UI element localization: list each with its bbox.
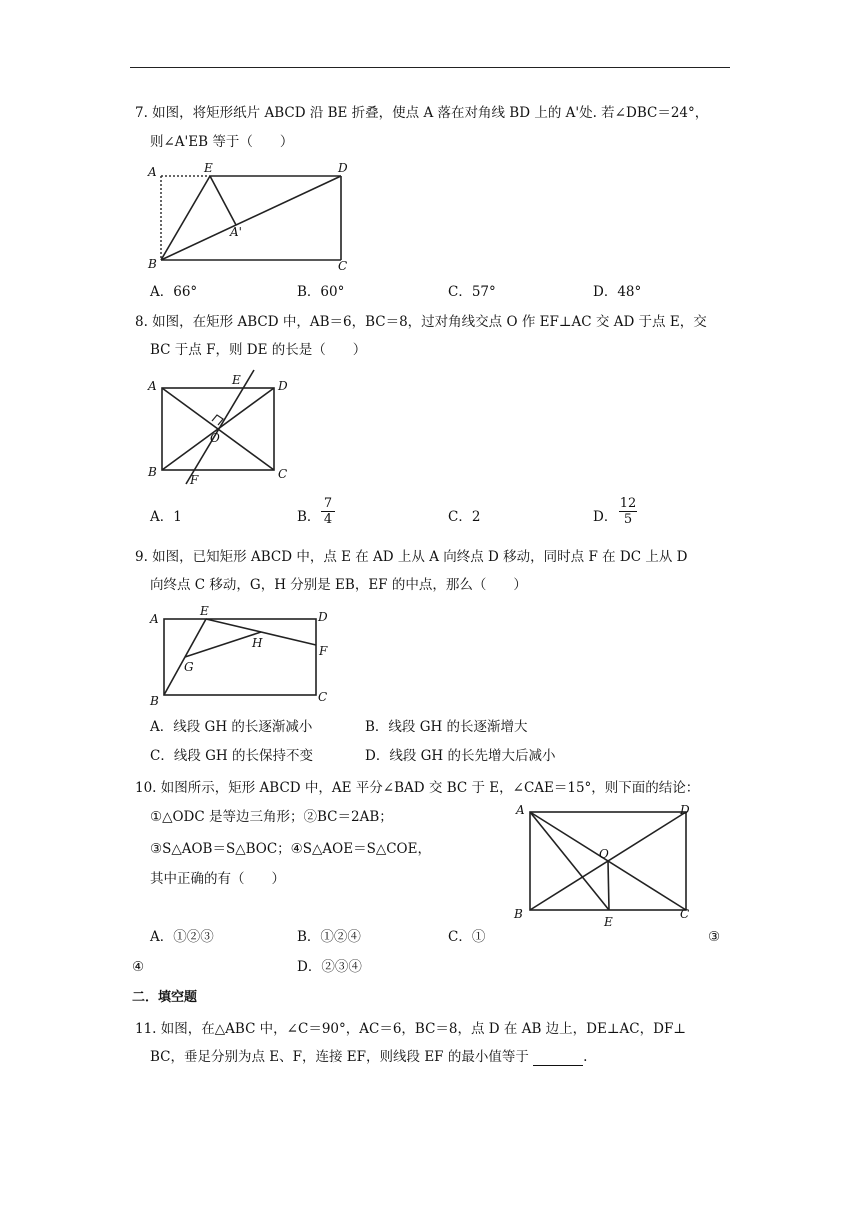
q9-label-D: D bbox=[318, 610, 328, 624]
q10-text-line2: ①△ODC 是等边三角形；②BC＝2AB； bbox=[150, 809, 393, 825]
q8-option-d-fraction bbox=[619, 497, 637, 526]
q8-option-d[interactable] bbox=[593, 508, 617, 526]
q10-option-c-part3: ④ bbox=[132, 959, 145, 975]
q8-option-a[interactable]: A．1 bbox=[150, 509, 182, 525]
q9-option-a[interactable]: A．线段 GH 的长逐渐减小 bbox=[150, 719, 313, 735]
q7-option-a[interactable]: A．66° bbox=[150, 284, 198, 300]
q10-label-O: O bbox=[599, 847, 609, 861]
q8-option-b-fraction bbox=[321, 497, 335, 526]
q9-figure bbox=[140, 601, 340, 709]
q8-option-c[interactable]: C．2 bbox=[448, 509, 481, 525]
q9-label-F: F bbox=[319, 644, 328, 658]
q7-figure bbox=[140, 158, 370, 276]
q9-label-C: C bbox=[318, 690, 328, 704]
q8-text-line2: BC 于点 F，则 DE 的长是（ ） bbox=[150, 342, 367, 358]
q8-label-F: F bbox=[190, 473, 199, 487]
section-title-fill-in: 二．填空题 bbox=[132, 990, 198, 1005]
q8-option-b[interactable] bbox=[297, 508, 320, 526]
q8-option-d-denominator: 5 bbox=[623, 512, 633, 527]
q7-option-c[interactable]: C．57° bbox=[448, 284, 496, 300]
q8-option-b-prefix: B． bbox=[297, 509, 321, 525]
q11-text-line2-body: BC，垂足分别为点 E、F，连接 EF，则线段 EF 的最小值等于 bbox=[150, 1049, 529, 1065]
q9-label-H: H bbox=[252, 636, 263, 650]
q7-label-C: C bbox=[338, 259, 348, 273]
q10-label-B: B bbox=[514, 907, 523, 921]
q10-label-D: D bbox=[680, 803, 690, 817]
q8-text-line1: 8. 如图，在矩形 ABCD 中，AB＝6，BC＝8，过对角线交点 O 作 EF⊥AC 交 AD 于点 E，交 bbox=[135, 314, 707, 330]
q8-label-E: E bbox=[232, 373, 241, 387]
q8-label-B: B bbox=[148, 465, 157, 479]
q10-option-d[interactable]: D．②③④ bbox=[297, 959, 362, 975]
q8-label-C: C bbox=[278, 467, 288, 481]
q8-option-d-numerator: 12 bbox=[619, 496, 637, 511]
q8-label-O: O bbox=[210, 431, 220, 445]
q10-option-c-part2: ③ bbox=[708, 929, 721, 945]
q9-option-d[interactable]: D．线段 GH 的长先增大后减小 bbox=[365, 748, 556, 764]
q7-option-d[interactable]: D．48° bbox=[593, 284, 642, 300]
q7-text-line1: 7. 如图，将矩形纸片 ABCD 沿 BE 折叠，使点 A 落在对角线 BD 上的 A'处. 若∠DBC＝24°， bbox=[135, 105, 709, 121]
q9-label-E: E bbox=[200, 604, 209, 618]
q9-text-line2: 向终点 C 移动，G，H 分别是 EB，EF 的中点，那么（ ） bbox=[150, 577, 527, 593]
q10-option-b[interactable]: B．①②④ bbox=[297, 929, 361, 945]
q7-label-D: D bbox=[338, 161, 348, 175]
q10-option-a[interactable]: A．①②③ bbox=[150, 929, 214, 945]
header-rule bbox=[130, 67, 730, 68]
q8-label-D: D bbox=[278, 379, 288, 393]
q7-option-b[interactable]: B．60° bbox=[297, 284, 345, 300]
q10-text-line3: ③S△AOB＝S△BOC；④S△AOE＝S△COE， bbox=[150, 841, 431, 857]
q8-label-A: A bbox=[148, 379, 157, 393]
q10-text-line1: 10. 如图所示，矩形 ABCD 中，AE 平分∠BAD 交 BC 于 E，∠CAE＝15°，则下面的结论： bbox=[135, 780, 700, 796]
q7-label-E: E bbox=[204, 161, 213, 175]
q9-label-A: A bbox=[150, 612, 159, 626]
q10-label-A: A bbox=[516, 803, 525, 817]
q11-answer-blank[interactable] bbox=[533, 1052, 583, 1066]
q7-label-B: B bbox=[148, 257, 157, 271]
q10-figure bbox=[510, 800, 700, 932]
q10-label-C: C bbox=[680, 907, 690, 921]
q11-text-line2 bbox=[150, 1048, 587, 1066]
q9-option-c[interactable]: C．线段 GH 的长保持不变 bbox=[150, 748, 313, 764]
q11-text-line1: 11. 如图，在△ABC 中，∠C＝90°，AC＝6，BC＝8，点 D 在 AB 边上，DE⊥AC，DF⊥ bbox=[135, 1021, 687, 1037]
q7-label-A-prime: A' bbox=[230, 225, 242, 239]
q7-text-line2: 则∠A'EB 等于（ ） bbox=[150, 134, 294, 150]
q9-text-line1: 9. 如图，已知矩形 ABCD 中，点 E 在 AD 上从 A 向终点 D 移动，同时点 F 在 DC 上从 D bbox=[135, 549, 688, 565]
q9-label-G: G bbox=[184, 660, 194, 674]
q7-label-A: A bbox=[148, 165, 157, 179]
q8-figure bbox=[140, 366, 300, 490]
q9-label-B: B bbox=[150, 694, 159, 708]
q8-option-b-denominator: 4 bbox=[323, 512, 333, 527]
q10-text-line4: 其中正确的有（ ） bbox=[150, 871, 285, 887]
q8-option-d-prefix: D． bbox=[593, 509, 618, 525]
q10-label-E: E bbox=[604, 915, 613, 929]
q11-text-end: . bbox=[583, 1049, 588, 1065]
q10-option-c[interactable]: C．① bbox=[448, 929, 486, 945]
q9-option-b[interactable]: B．线段 GH 的长逐渐增大 bbox=[365, 719, 528, 735]
q8-option-b-numerator: 7 bbox=[323, 496, 333, 511]
